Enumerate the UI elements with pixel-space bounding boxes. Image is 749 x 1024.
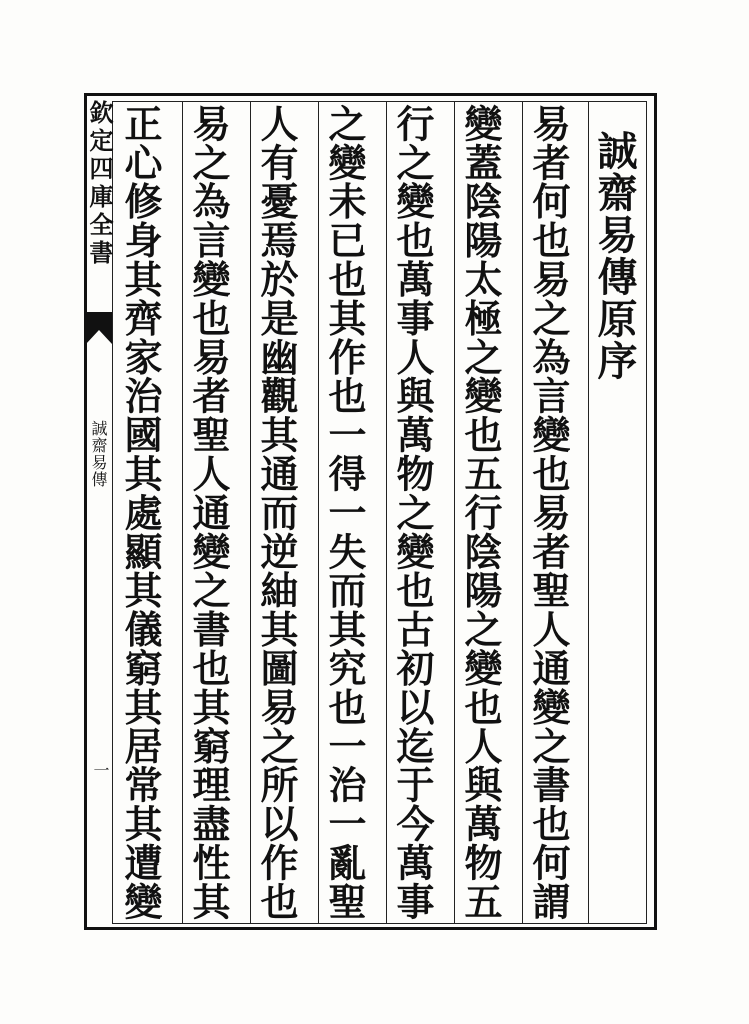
- fishtail-mark: [86, 312, 112, 344]
- column-rule: [318, 101, 319, 924]
- column-rule: [588, 101, 589, 924]
- text-column-6: 易之為言變也易者聖人通變之書也其窮理盡性其: [186, 104, 231, 921]
- column-rule: [386, 101, 387, 924]
- column-rule: [250, 101, 251, 924]
- text-column-5: 人有憂焉於是幽觀其通而逆紬其圖易之所以作也: [254, 104, 299, 921]
- column-rule: [182, 101, 183, 924]
- column-rule: [454, 101, 455, 924]
- spine-page-number: 一: [91, 762, 110, 778]
- text-column-1: 易者何也易之為言變也易者聖人通變之書也何謂: [526, 104, 571, 921]
- preface-title: 誠齋易傳原序: [591, 130, 638, 382]
- text-column-7: 正心修身其齊家治國其處顯其儀窮其居常其遭變: [118, 104, 163, 921]
- text-column-2: 變蓋陰陽太極之變也五行陰陽之變也人與萬物五: [458, 104, 503, 921]
- column-rule: [522, 101, 523, 924]
- text-column-3: 行之變也萬事人與萬物之變也古初以迄于今萬事: [390, 104, 435, 921]
- text-column-4: 之變未已也其作也一得一失而其究也一治一亂聖: [322, 104, 367, 921]
- spine-collection-title: 欽定四庫全書: [85, 100, 114, 268]
- spine-book-title: 誠齋易傳: [89, 420, 108, 488]
